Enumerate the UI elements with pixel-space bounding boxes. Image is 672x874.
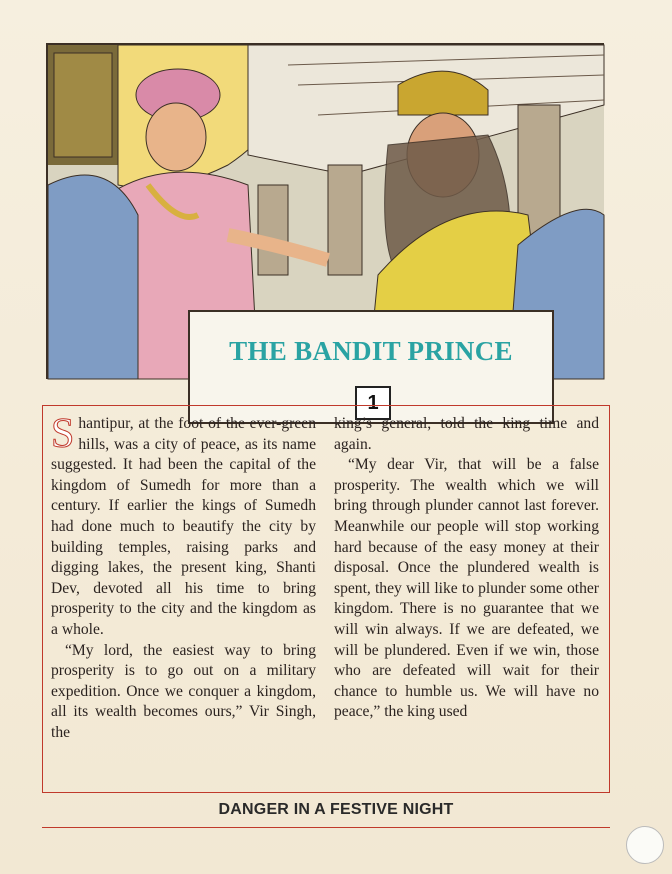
story-paragraph: king’s general, told the king time and again. [334,415,599,453]
story-column-left [51,411,316,744]
footer-divider [42,827,610,828]
story-illustration [46,43,604,414]
story-text-box [42,405,610,793]
story-paragraph: “My dear Vir, that will be a false prosperity. The wealth which we will bring through plunder cannot last forever. Meanwhile our people will stop working hard because of the easy money at their disposal. Once the plundered wealth is spent, they will like to plunder some other kingdom. There is no guarantee that we will win always. If we are defeated, we will be plundered. Even if we win, those who are defeated will wait for their chance to humble us. We will have no peace,” the king used [334,456,599,721]
story-title: THE BANDIT PRINCE [229,336,513,366]
paragraph-text: hantipur, at the foot of the ever-green hills, was a city of peace, as its name suggested. It had been the capital of the kingdom of Sumedh for more than a century. If earlier the kings of Sumedh had done much to beautify the city by building temples, raising parks and digging lakes, the present king, Shanti Dev, devoted all his time to bring prosperity to the city and the kingdom as a whole. [51,415,316,638]
story-paragraph [51,411,316,641]
drop-cap: S [51,411,75,457]
part-number-badge: 1 [355,386,391,420]
library-stamp-icon [626,826,664,864]
story-paragraph: “My lord, the easiest way to bring prosperity is to go out on a military expedition. Once we conquer a kingdom, all its wealth becomes ours,” Vir Singh, the [51,641,316,741]
story-column-right [334,414,599,723]
next-story-title: DANGER IN A FESTIVE NIGHT [218,801,454,818]
